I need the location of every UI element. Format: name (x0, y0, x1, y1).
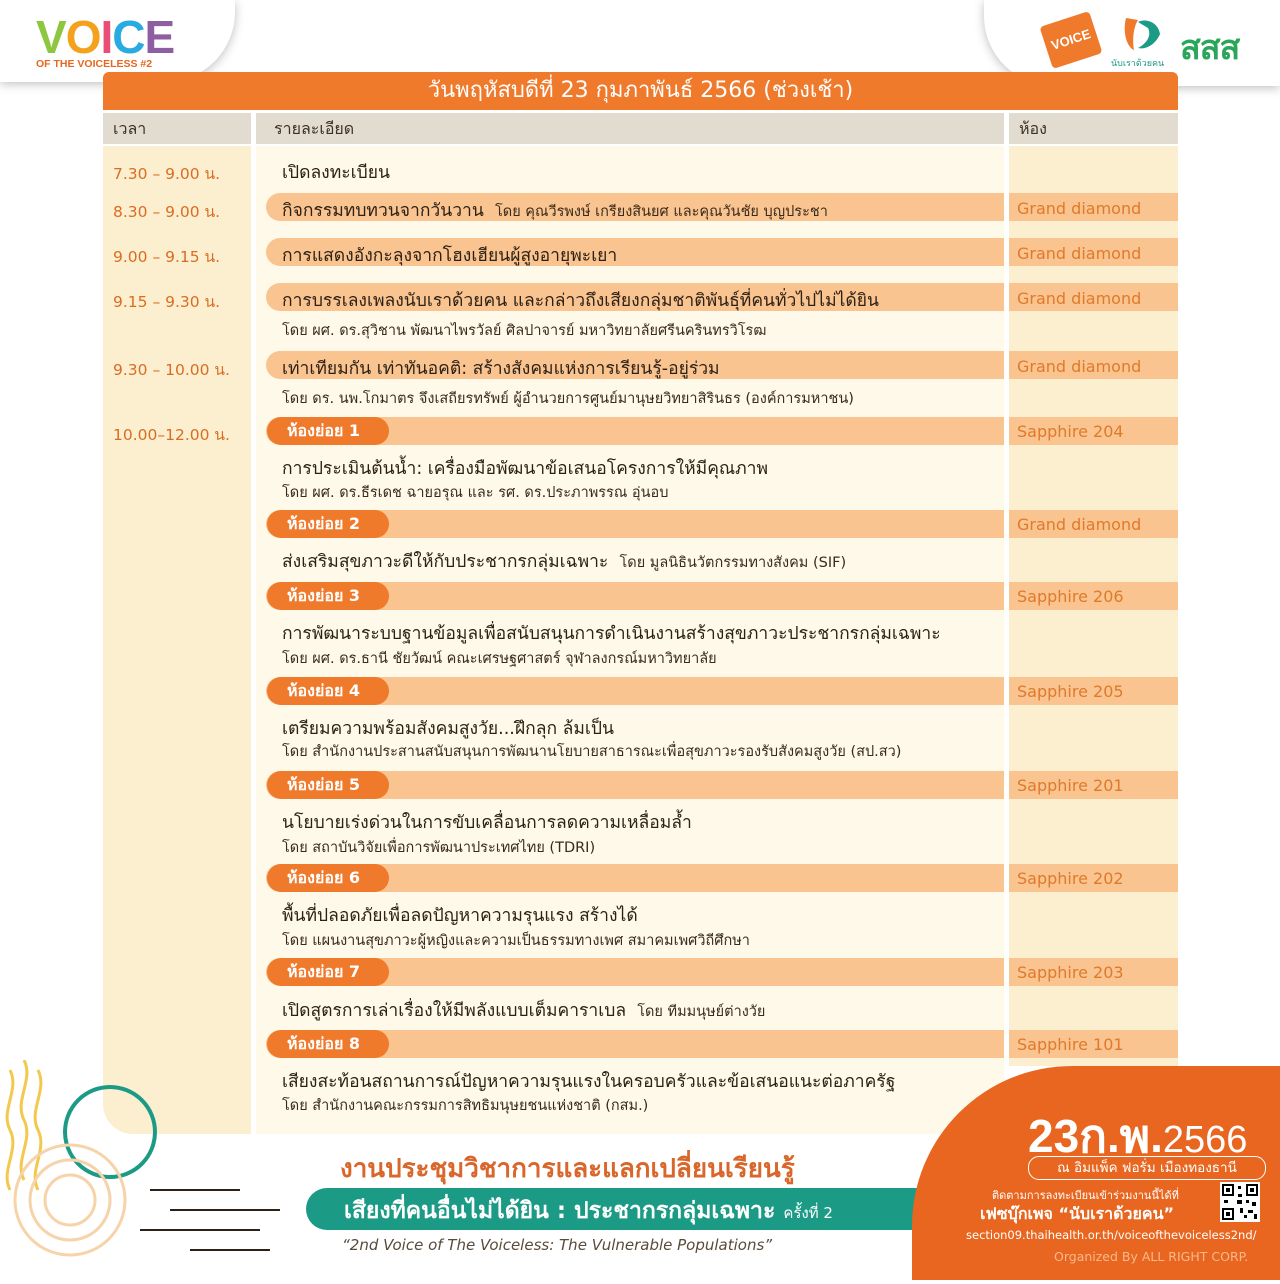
room-name: Grand diamond (1017, 289, 1142, 308)
follow-text: ติดตามการลงทะเบียนเข้าร่วมงานนี้ได้ที่ (992, 1189, 1179, 1202)
agenda-speaker: โดย ผศ. ดร.สุวิชาน พัฒนาไพรวัลย์ ศิลปาจารย์ มหาวิทยาลัยศรีนครินทรวิโรฒ (282, 323, 767, 339)
session-title: การพัฒนาระบบฐานข้อมูลเพื่อสนับสนุนการดำเนินงานสร้างสุขภาวะประชากรกลุ่มเฉพาะ (282, 624, 941, 644)
session-title: นโยบายเร่งด่วนในการขับเคลื่อนการลดความเหลื่อมล้ำ (282, 813, 692, 833)
english-title: “2nd Voice of The Voiceless: The Vulnerable Populations” (342, 1236, 773, 1254)
session-title: การประเมินต้นน้ำ: เครื่องมือพัฒนาข้อเสนอโครงการให้มีคุณภาพ (282, 459, 769, 479)
venue-badge: ณ อิมแพ็ค ฟอรั่ม เมืองทองธานี (1028, 1156, 1266, 1180)
session-speaker: โดย ผศ. ดร.ธีรเดช ฉายอรุณ และ รศ. ดร.ประภาพรรณ อุ่นอบ (282, 485, 669, 501)
room-name: Sapphire 203 (1017, 963, 1124, 982)
room-name: Sapphire 204 (1017, 422, 1124, 441)
conference-title: งานประชุมวิชาการและแลกเปลี่ยนเรียนรู้ (340, 1154, 795, 1184)
organizer-credit: Organized By ALL RIGHT CORP. (1054, 1249, 1249, 1264)
session-title: พื้นที่ปลอดภัยเพื่อลดปัญหาความรุนแรง สร้างได้ (282, 906, 638, 926)
session-title: เสียงสะท้อนสถานการณ์ปัญหาความรุนแรงในครอบครัวและข้อเสนอแนะต่อภาครัฐ (282, 1072, 896, 1092)
thaihealth-logo: สสส (1180, 29, 1240, 67)
session-title: เปิดสูตรการเล่าเรื่องให้มีพลังแบบเต็มคาราเบล โดย ทีมมนุษย์ต่างวัย (282, 1001, 766, 1021)
breakout-room-badge: ห้องย่อย 7 (267, 958, 389, 986)
voice-logo-subtitle: OF THE VOICELESS #2 (36, 58, 153, 70)
decorative-swirl-art (0, 1060, 300, 1280)
column-header-room: ห้อง (1009, 113, 1178, 144)
breakout-room-badge: ห้องย่อย 2 (267, 510, 389, 538)
breakout-room-badge: ห้องย่อย 5 (267, 771, 389, 799)
agenda-time: 10.00–12.00 น. (113, 426, 230, 444)
breakout-room-badge: ห้องย่อย 1 (267, 417, 389, 445)
session-speaker: โดย สำนักงานประสานสนับสนุนการพัฒนานโยบายสาธารณะเพื่อสุขภาวะรองรับสังคมสูงวัย (สป.สว) (282, 744, 902, 760)
room-name: Grand diamond (1017, 357, 1142, 376)
agenda-time: 9.00 – 9.15 น. (113, 248, 221, 266)
agenda-title: เปิดลงทะเบียน (282, 163, 390, 183)
nub-rao-logo-icon (1120, 14, 1164, 54)
room-name: Sapphire 206 (1017, 587, 1124, 606)
nub-rao-logo-caption: นับเราด้วยคน (1111, 59, 1165, 69)
room-name: Grand diamond (1017, 244, 1142, 263)
room-name: Sapphire 205 (1017, 682, 1124, 701)
room-name: Grand diamond (1017, 515, 1142, 534)
room-name: Grand diamond (1017, 199, 1142, 218)
room-name: Sapphire 101 (1017, 1035, 1124, 1054)
agenda-title: เท่าเทียมกัน เท่าทันอคติ: สร้างสังคมแห่งการเรียนรู้-อยู่ร่วม (282, 359, 720, 379)
session-speaker: โดย แผนงานสุขภาวะผู้หญิงและความเป็นธรรมทางเพศ สมาคมเพศวิถีศึกษา (282, 933, 750, 949)
agenda-time: 8.30 – 9.00 น. (113, 203, 221, 221)
column-header-detail: รายละเอียด (256, 113, 1004, 144)
agenda-speaker: โดย ดร. นพ.โกมาตร จึงเสถียรทรัพย์ ผู้อำนวยการศูนย์มานุษยวิทยาสิรินธร (องค์การมหาชน) (282, 391, 854, 407)
theme-text: เสียงที่คนอื่นไม่ได้ยิน : ประชากรกลุ่มเฉพาะ ครั้งที่ 2 (344, 1198, 833, 1224)
agenda-title: กิจกรรมทบทวนจากวันวาน โดย คุณวีรพงษ์ เกรียงสินยศ และคุณวันชัย บุญประชา (282, 201, 828, 221)
breakout-room-badge: ห้องย่อย 3 (267, 582, 389, 610)
agenda-time: 9.15 – 9.30 น. (113, 293, 221, 311)
room-name: Sapphire 202 (1017, 869, 1124, 888)
agenda-title: การแสดงอังกะลุงจากโฮงเฮียนผู้สูงอายุพะเยา (282, 246, 618, 266)
agenda-time: 9.30 – 10.00 น. (113, 361, 230, 379)
breakout-room-badge: ห้องย่อย 6 (267, 864, 389, 892)
session-title: เตรียมความพร้อมสังคมสูงวัย...ฝึกลุก ล้มเป็น (282, 719, 614, 739)
session-speaker: โดย ผศ. ดร.ธานี ชัยวัฒน์ คณะเศรษฐศาสตร์ จุฬาลงกรณ์มหาวิทยาลัย (282, 651, 717, 667)
room-name: Sapphire 201 (1017, 776, 1124, 795)
agenda-time: 7.30 – 9.00 น. (113, 165, 221, 183)
agenda-title: การบรรเลงเพลงนับเราด้วยคน และกล่าวถึงเสียงกลุ่มชาติพันธุ์ที่คนทั่วไปไม่ได้ยิน (282, 291, 879, 311)
breakout-room-badge: ห้องย่อย 8 (267, 1030, 389, 1058)
website-link[interactable]: section09.thaihealth.or.th/voiceofthevoiceless2nd/ (966, 1228, 1257, 1242)
breakout-room-badge: ห้องย่อย 4 (267, 677, 389, 705)
facebook-page-text: เฟซบุ๊กเพจ “นับเราด้วยคน” (980, 1204, 1175, 1223)
qr-code-icon (1220, 1182, 1260, 1222)
session-speaker: โดย สำนักงานคณะกรรมการสิทธิมนุษยชนแห่งชาติ (กสม.) (282, 1098, 649, 1114)
event-date: 23ก.พ.2566 (1028, 1110, 1248, 1162)
session-speaker: โดย สถาบันวิจัยเพื่อการพัฒนาประเทศไทย (TDRI) (282, 840, 596, 856)
session-title: ส่งเสริมสุขภาวะดีให้กับประชากรกลุ่มเฉพาะ โดย มูลนิธินวัตกรรมทางสังคม (SIF) (282, 552, 847, 572)
voice-mini-logo: VOICE (1039, 11, 1102, 69)
column-header-time: เวลา (103, 113, 251, 144)
page-title: วันพฤหัสบดีที่ 23 กุมภาพันธ์ 2566 (ช่วงเช้า) (103, 72, 1178, 110)
voice-logo-wordmark: VOICE (36, 11, 175, 63)
